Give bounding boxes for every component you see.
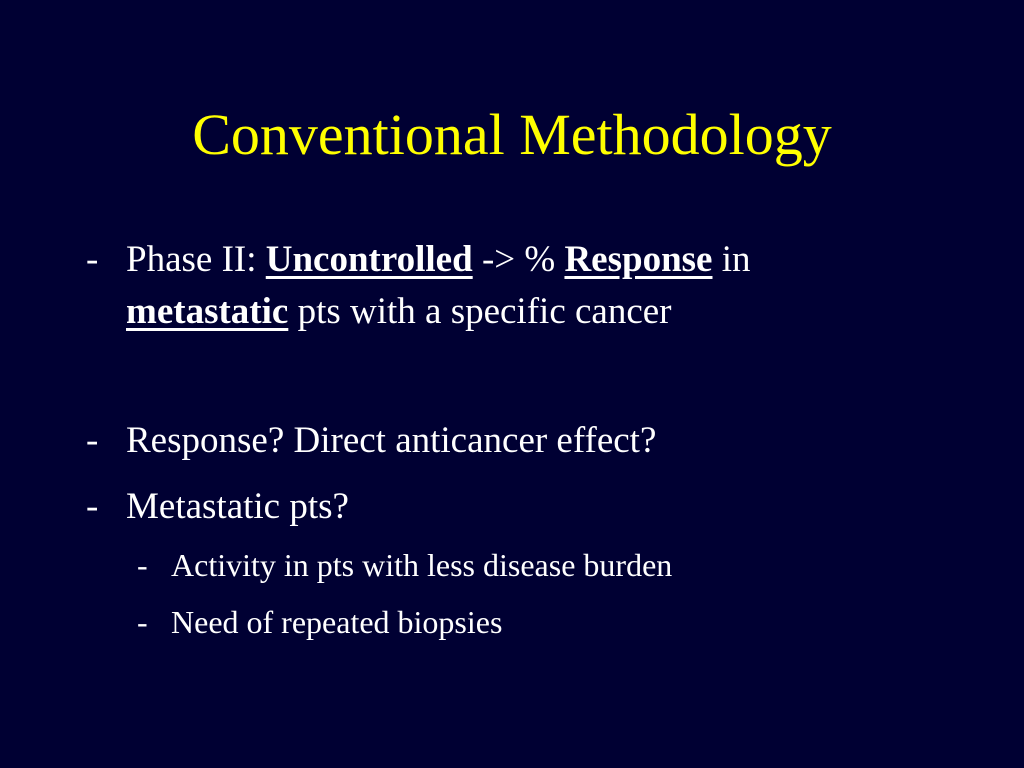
sub-bullet-item: [137, 598, 966, 646]
bullet-marker: -: [86, 486, 99, 527]
emphasized-term: metastatic: [126, 291, 289, 332]
sub-bullet-item: [137, 541, 966, 589]
bullet-text: [126, 239, 751, 332]
bullet-text: Response? Direct anticancer effect?: [126, 420, 657, 461]
bullet-marker: -: [137, 547, 148, 583]
emphasized-term: Response: [564, 239, 713, 280]
bullet-text: Activity in pts with less disease burden: [171, 547, 673, 583]
text-segment: pts with a specific cancer: [288, 291, 672, 332]
bullet-item: [86, 415, 966, 467]
bullet-marker: -: [137, 604, 148, 640]
bullet-text: Need of repeated biopsies: [171, 604, 503, 640]
slide-title: Conventional Methodology: [192, 102, 832, 167]
bullet-marker: -: [86, 239, 99, 280]
emphasized-term: Uncontrolled: [265, 239, 473, 280]
text-segment: Phase II:: [126, 239, 266, 280]
bullet-list: [86, 234, 966, 646]
bullet-item: [86, 481, 966, 533]
text-segment: in: [712, 239, 751, 280]
bullet-text: Metastatic pts?: [126, 486, 349, 527]
text-segment: -> %: [472, 239, 565, 280]
bullet-marker: -: [86, 420, 99, 461]
bullet-item: [86, 234, 966, 338]
